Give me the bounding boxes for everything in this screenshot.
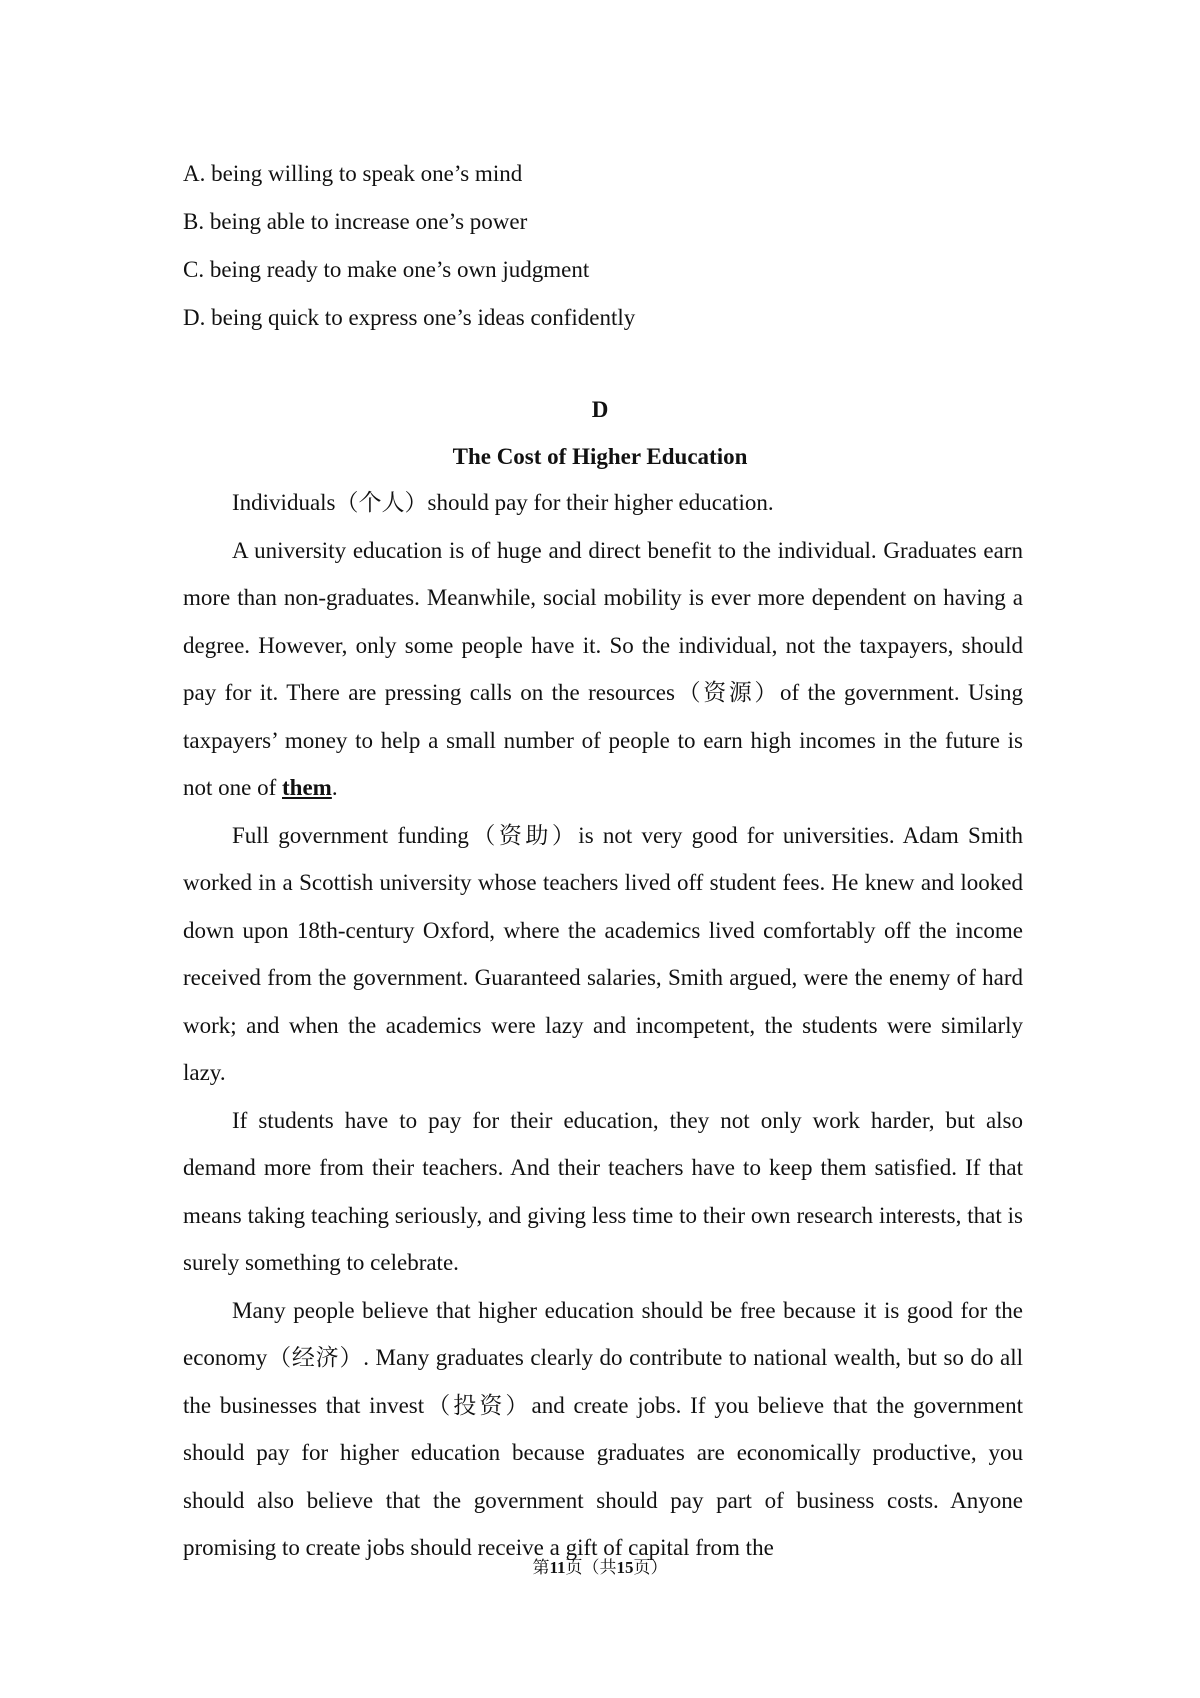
- paragraph-3: Full government funding（资助）is not very good for universities. Adam Smith worked in a Scottish university whose teachers lived off student fees. He knew and looked down upon 18th-century Oxford, where the academics lived comfortably off the income received from the government. Guaranteed salaries, Smith argued, were the enemy of hard work; and when the academics were lazy and incompetent, the students were similarly lazy.: [183, 822, 1023, 1085]
- footer-middle: 页（共: [565, 1558, 617, 1577]
- paragraph-4: If students have to pay for their education, they not only work harder, but also demand more from their teachers. And their teachers have to keep them satisfied. If that means taking teaching seriously, and giving less time to their own research interests, that is surely something to celebrate.: [183, 1107, 1023, 1275]
- option-c: C. being ready to make one’s own judgment: [183, 257, 590, 282]
- footer-page-number: 11: [549, 1558, 566, 1577]
- section-letter: D: [591, 397, 609, 422]
- paragraph-2-end: .: [331, 775, 338, 800]
- option-b: B. being able to increase one’s power: [183, 209, 528, 234]
- paragraph-5: Many people believe that higher education should be free because it is good for the economy（经济）. Many graduates clearly do contribute to national wealth, but so do all the businesses that invest（投资）and create jobs. If you believe that the government should pay for higher education because graduates are economically productive, you should also believe that the government should pay part of business costs. Anyone promising to create jobs should receive a gift of capital from the: [183, 1297, 1023, 1560]
- page-footer: [0, 1556, 1200, 1580]
- footer-suffix: 页）: [633, 1558, 668, 1577]
- passage-body: [183, 479, 1023, 1572]
- footer-total-pages: 15: [616, 1558, 634, 1577]
- paragraph-1: Individuals（个人）should pay for their higher education.: [232, 490, 774, 515]
- option-a: A. being willing to speak one’s mind: [183, 161, 523, 186]
- option-d: D. being quick to express one’s ideas confidently: [183, 305, 636, 330]
- answer-options: [183, 150, 1023, 342]
- paragraph-2-text: A university education is of huge and direct benefit to the individual. Graduates earn more than non-graduates. Meanwhile, social mobility is ever more dependent on having a degree. However, only some people have it. So the individual, not the taxpayers, should pay for it. There are pressing calls on the resources（资源）of the government. Using taxpayers’ money to help a small number of people to earn high incomes in the future is not one of: [183, 537, 1023, 800]
- passage-title: The Cost of Higher Education: [452, 444, 748, 469]
- footer-prefix: 第: [532, 1558, 550, 1577]
- underlined-reference-word: them: [282, 775, 332, 800]
- paragraph-2: [183, 527, 1023, 812]
